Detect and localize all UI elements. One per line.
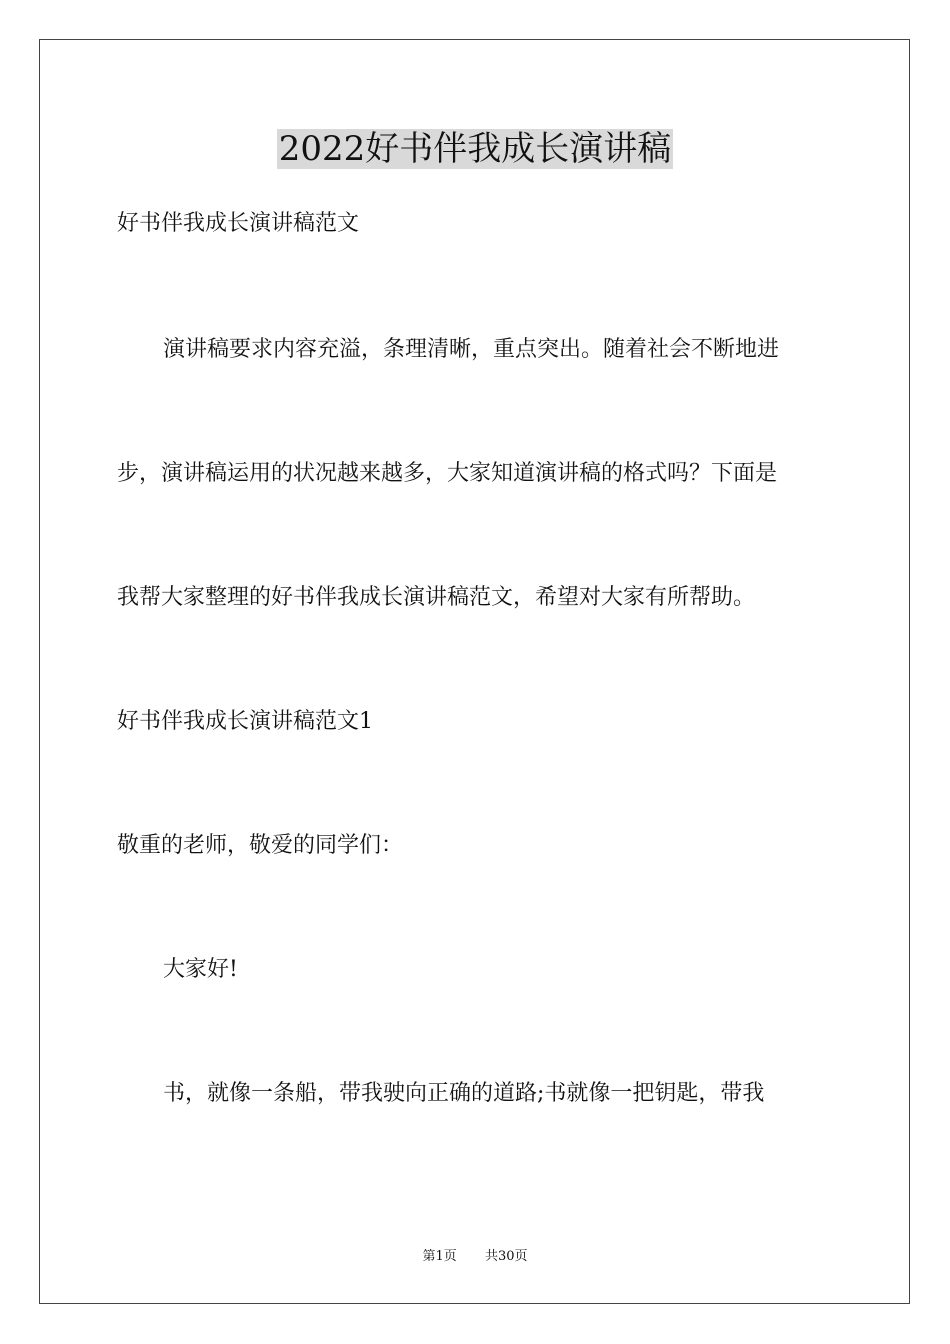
document-title	[0, 126, 950, 172]
greeting-line: 大家好!	[163, 957, 238, 982]
paragraph-line-3: 我帮大家整理的好书伴我成长演讲稿范文，希望对大家有所帮助。	[117, 585, 756, 610]
document-title-text: 2022好书伴我成长演讲稿	[278, 129, 672, 169]
paragraph-line-1: 演讲稿要求内容充溢，条理清晰，重点突出。随着社会不断地进	[163, 337, 780, 362]
section-heading: 好书伴我成长演讲稿范文1	[117, 709, 373, 734]
page-footer	[0, 1248, 950, 1266]
paragraph-line-4: 书，就像一条船，带我驶向正确的道路;书就像一把钥匙，带我	[163, 1081, 765, 1106]
paragraph-line-2: 步，演讲稿运用的状况越来越多，大家知道演讲稿的格式吗？下面是	[117, 461, 778, 486]
page-total: 共30页	[485, 1249, 528, 1264]
salutation-line: 敬重的老师，敬爱的同学们：	[117, 833, 404, 858]
page-number: 第1页	[422, 1249, 457, 1264]
subtitle-line: 好书伴我成长演讲稿范文	[117, 211, 360, 236]
